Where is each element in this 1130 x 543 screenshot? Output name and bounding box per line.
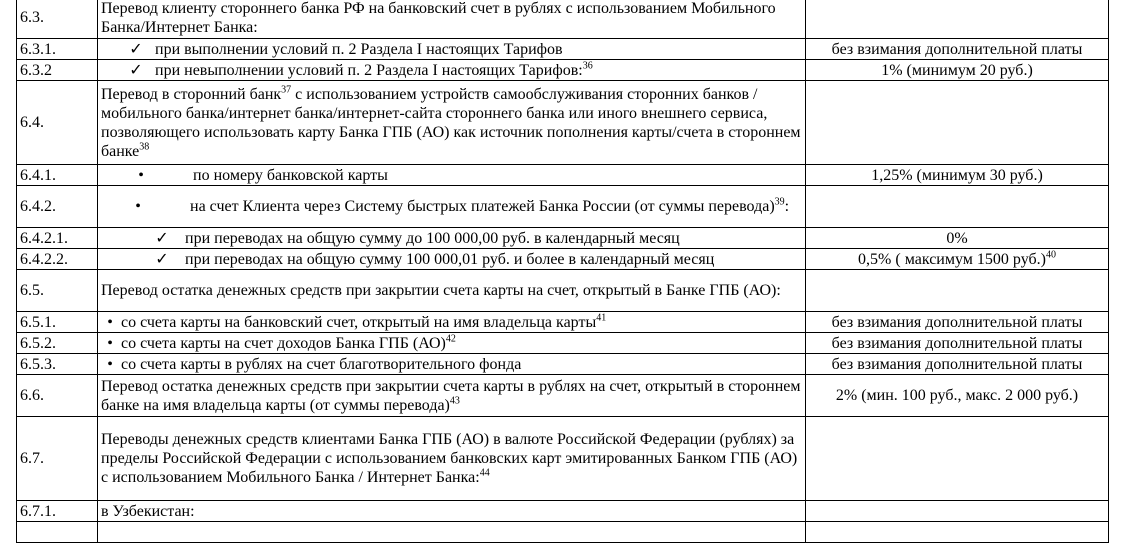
footnote-ref: 38 bbox=[139, 141, 150, 153]
footnote-ref: 40 bbox=[1045, 249, 1056, 261]
row-fee: без взимания дополнительной платы bbox=[806, 312, 1109, 333]
row-number: 6.7.1. bbox=[17, 501, 98, 522]
tariff-table bbox=[16, 0, 1109, 543]
row-fee bbox=[806, 522, 1109, 543]
row-description: • со счета карты на счет доходов Банка ГПБ (АО)$^{42}$ bbox=[98, 333, 806, 354]
row-fee bbox=[806, 270, 1109, 312]
bullet-icon: • bbox=[107, 334, 113, 352]
table-row bbox=[17, 0, 1109, 39]
row-description: ✓ при переводах на общую сумму 100 000,01 руб. и более в календарный месяц bbox=[98, 249, 806, 270]
table-row bbox=[17, 354, 1109, 375]
row-description: ✓ при выполнении условий п. 2 Раздела I настоящих Тарифов bbox=[98, 39, 806, 60]
row-number: 6.4.1. bbox=[17, 165, 98, 186]
row-description: ✓ при невыполнении условий п. 2 Раздела I настоящих Тарифов:$^{36}$ bbox=[98, 60, 806, 81]
row-fee: без взимания дополнительной платы bbox=[806, 39, 1109, 60]
table-row bbox=[17, 39, 1109, 60]
footnote-ref: 39 bbox=[774, 196, 785, 208]
table-row bbox=[17, 333, 1109, 354]
row-description: • со счета карты на банковский счет, открытый на имя владельца карты$^{41}$ bbox=[98, 312, 806, 333]
row-fee bbox=[806, 81, 1109, 165]
footnote-ref: 37 bbox=[281, 84, 292, 96]
row-description: Переводы денежных средств клиентами Банка ГПБ (АО) в валюте Российской Федерации (рублях) за пределы Российской Федерации с использованием банковских карт эмитированных Банком ГПБ (АО) с использованием Мобильного Банка / Интернет Банка:$^{44}$ bbox=[98, 417, 806, 501]
footnote-ref: 36 bbox=[582, 60, 593, 72]
row-number: 6.3.1. bbox=[17, 39, 98, 60]
tariff-document bbox=[16, 0, 1108, 543]
row-number: 6.4.2.1. bbox=[17, 228, 98, 249]
row-description: Перевод в сторонний банк$^{37}$ с использованием устройств самообслуживания сторонних банков /мобильного банка/интернет банка/интернет-сайта стороннего банка или иного внешнего сервиса, позволяющего использовать карту Банка ГПБ (АО) как источник пополнения карты/счета в стороннем банке$^{38}$ bbox=[98, 81, 806, 165]
row-fee: 1,25% (минимум 30 руб.) bbox=[806, 165, 1109, 186]
table-row bbox=[17, 312, 1109, 333]
row-number: 6.5. bbox=[17, 270, 98, 312]
row-fee bbox=[806, 186, 1109, 228]
row-fee: 1% (минимум 20 руб.) bbox=[806, 60, 1109, 81]
footnote-ref: 42 bbox=[445, 333, 456, 345]
table-row bbox=[17, 522, 1109, 543]
row-fee bbox=[806, 0, 1109, 39]
row-number: 6.5.3. bbox=[17, 354, 98, 375]
row-number: 6.3.2 bbox=[17, 60, 98, 81]
bullet-icon: • bbox=[107, 313, 113, 331]
row-fee: без взимания дополнительной платы bbox=[806, 354, 1109, 375]
row-fee: 0,5% ( максимум 1500 руб.)$^{40}$ bbox=[806, 249, 1109, 270]
footnote-ref: 44 bbox=[479, 467, 490, 479]
checkmark-icon: ✓ bbox=[155, 250, 169, 268]
checkmark-icon: ✓ bbox=[155, 229, 169, 247]
table-row bbox=[17, 417, 1109, 501]
row-fee: без взимания дополнительной платы bbox=[806, 333, 1109, 354]
table-row bbox=[17, 249, 1109, 270]
table-row bbox=[17, 165, 1109, 186]
row-number: 6.6. bbox=[17, 375, 98, 417]
row-description: • по номеру банковской карты bbox=[98, 165, 806, 186]
row-description: • со счета карты в рублях на счет благотворительного фонда bbox=[98, 354, 806, 375]
footnote-ref: 41 bbox=[596, 312, 607, 324]
row-fee: 0% bbox=[806, 228, 1109, 249]
bullet-icon: • bbox=[138, 166, 144, 184]
row-number: 6.7. bbox=[17, 417, 98, 501]
row-number: 6.5.1. bbox=[17, 312, 98, 333]
table-row bbox=[17, 228, 1109, 249]
row-description: Перевод остатка денежных средств при закрытии счета карты в рублях на счет, открытый в стороннем банке на имя владельца карты (от суммы перевода)$^{43}$ bbox=[98, 375, 806, 417]
table-row bbox=[17, 501, 1109, 522]
row-description bbox=[98, 522, 806, 543]
table-row bbox=[17, 81, 1109, 165]
row-description: ✓ при переводах на общую сумму до 100 000,00 руб. в календарный месяц bbox=[98, 228, 806, 249]
row-description: • на счет Клиента через Систему быстрых платежей Банка России (от суммы перевода)$^{39}$: bbox=[98, 186, 806, 228]
row-description: в Узбекистан: bbox=[98, 501, 806, 522]
row-number: 6.4.2.2. bbox=[17, 249, 98, 270]
row-number bbox=[17, 522, 98, 543]
table-row bbox=[17, 186, 1109, 228]
bullet-icon: • bbox=[107, 355, 113, 373]
checkmark-icon: ✓ bbox=[129, 40, 143, 58]
bullet-icon: • bbox=[135, 198, 141, 215]
row-number: 6.4. bbox=[17, 81, 98, 165]
row-fee bbox=[806, 417, 1109, 501]
row-number: 6.3. bbox=[17, 0, 98, 39]
checkmark-icon: ✓ bbox=[129, 61, 143, 79]
row-fee: 2% (мин. 100 руб., макс. 2 000 руб.) bbox=[806, 375, 1109, 417]
row-description: Перевод остатка денежных средств при закрытии счета карты на счет, открытый в Банке ГПБ (АО): bbox=[98, 270, 806, 312]
footnote-ref: 43 bbox=[449, 395, 460, 407]
row-number: 6.5.2. bbox=[17, 333, 98, 354]
table-row bbox=[17, 60, 1109, 81]
row-number: 6.4.2. bbox=[17, 186, 98, 228]
row-description: Перевод клиенту стороннего банка РФ на банковский счет в рублях с использованием Мобильного Банка/Интернет Банка: bbox=[98, 0, 806, 39]
row-fee bbox=[806, 501, 1109, 522]
table-row bbox=[17, 375, 1109, 417]
table-row bbox=[17, 270, 1109, 312]
